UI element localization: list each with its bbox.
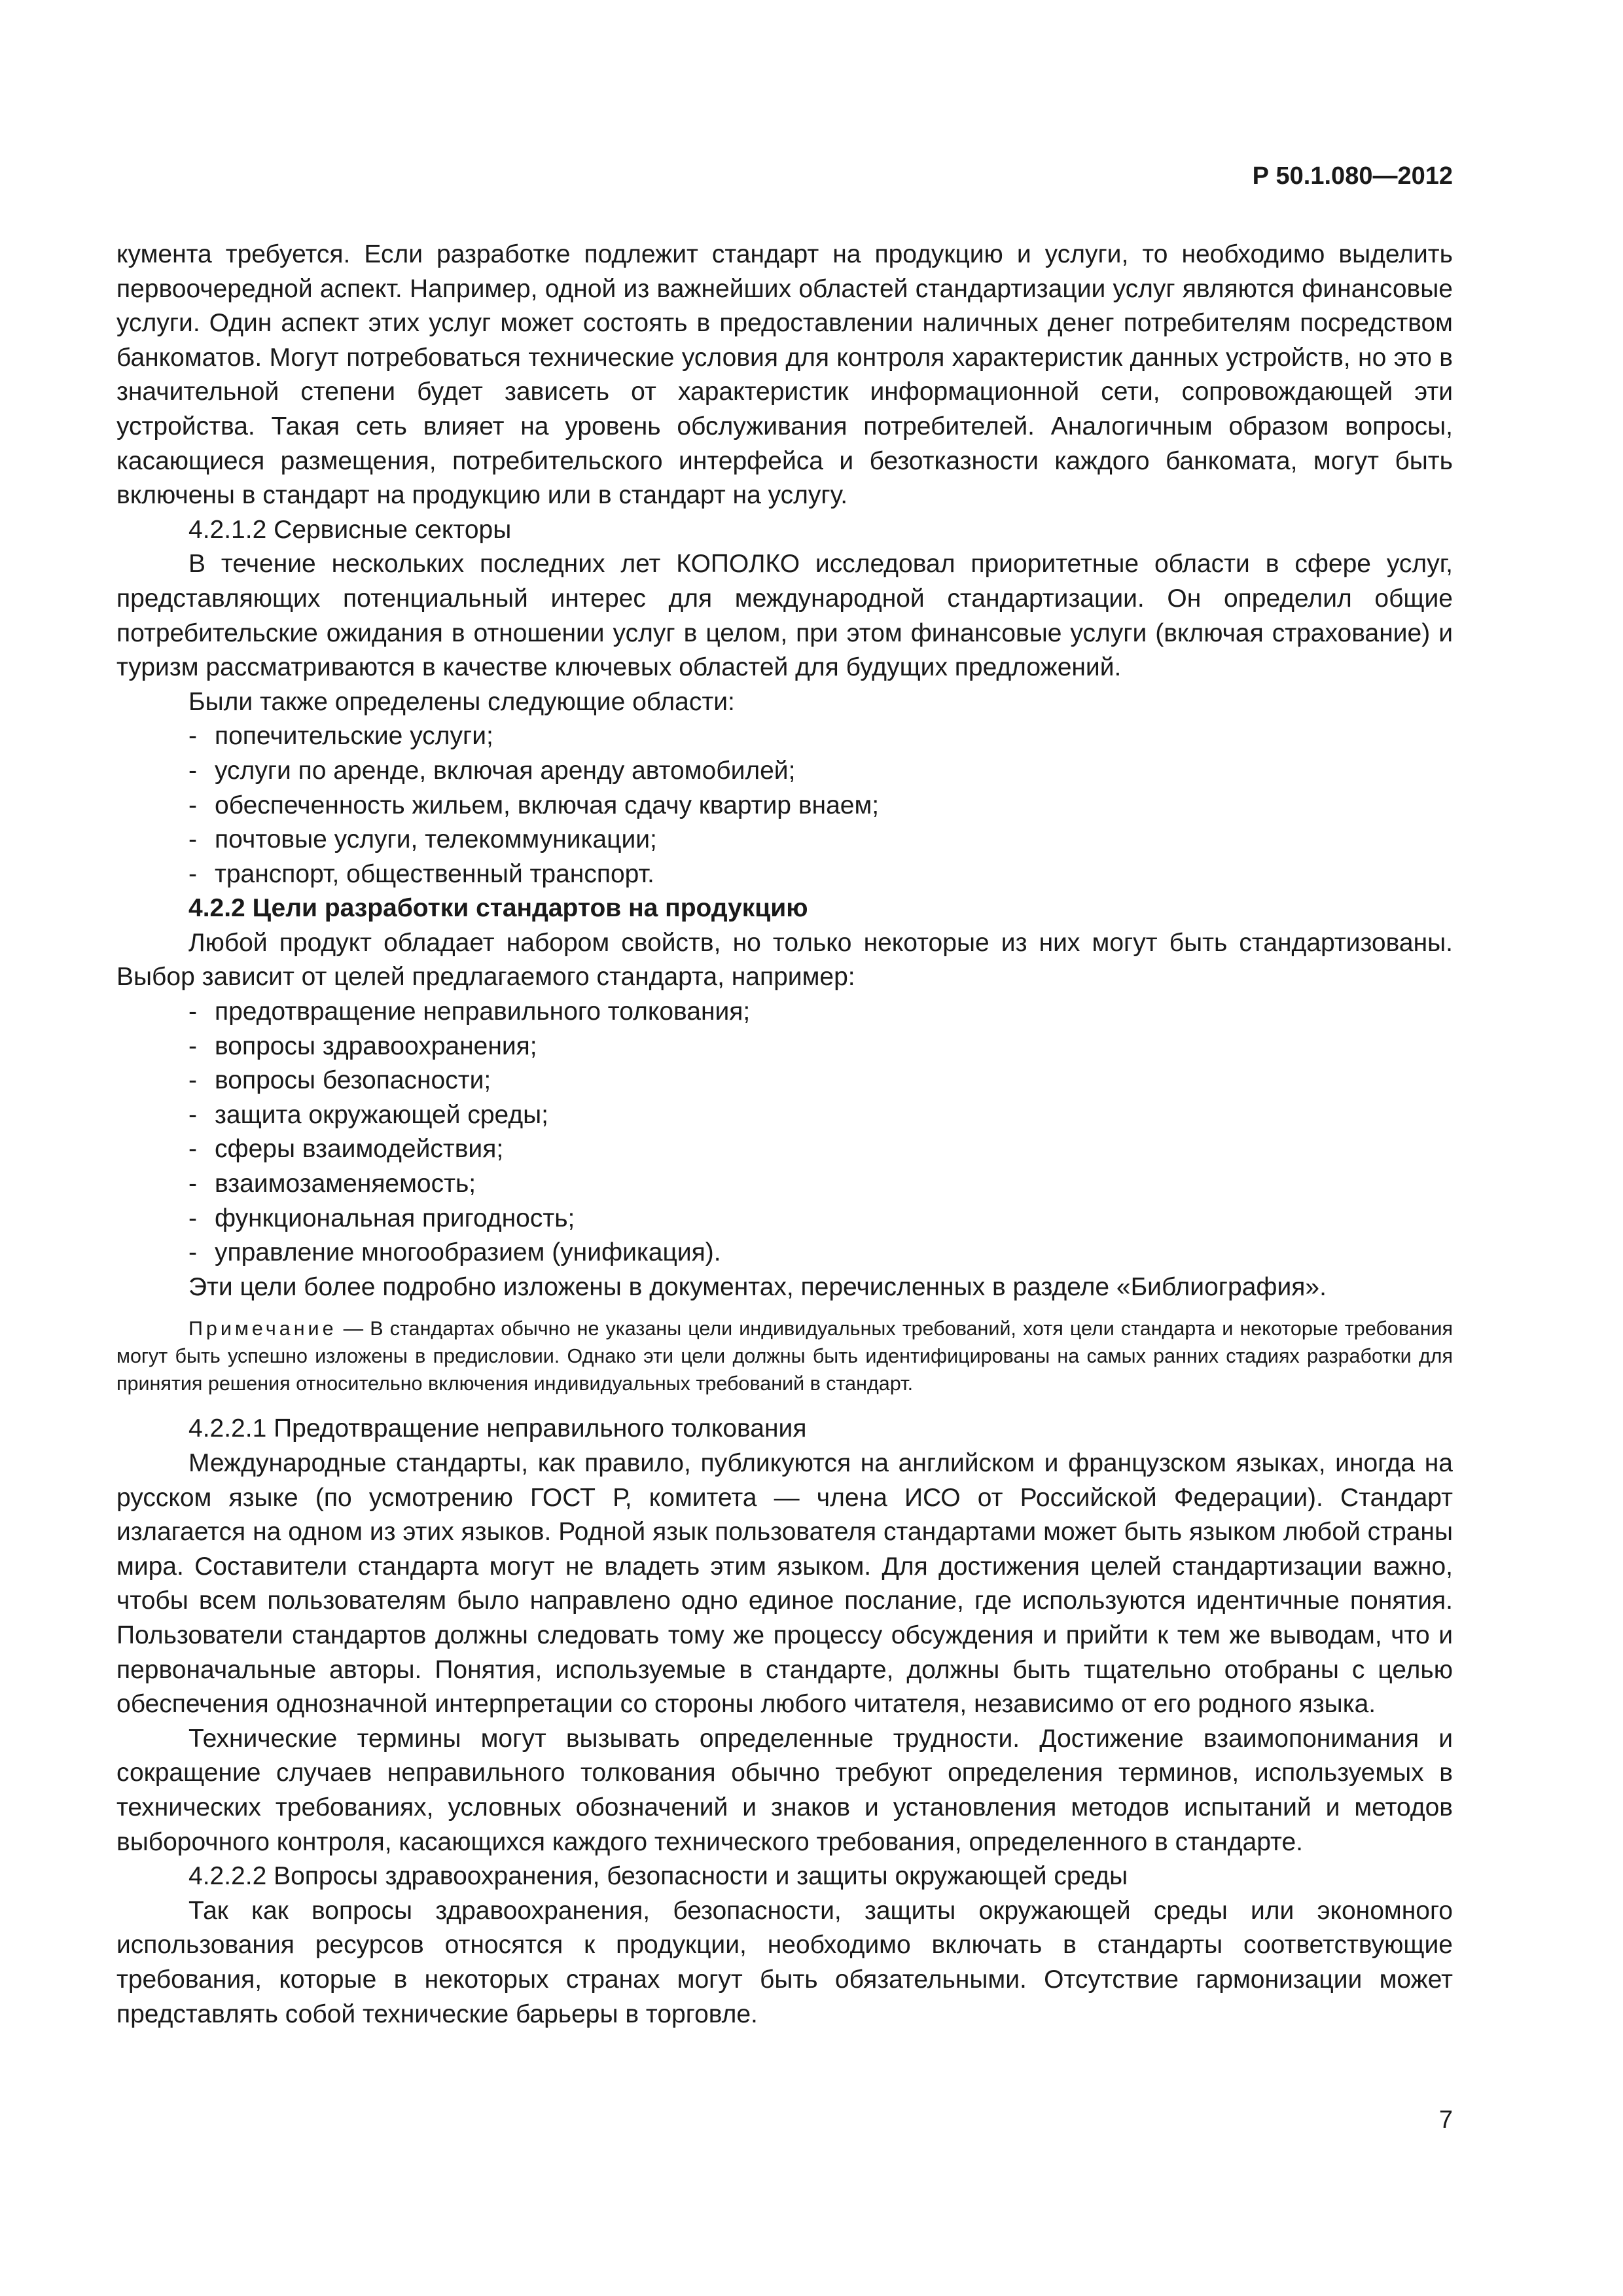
page-number: 7 bbox=[1438, 2106, 1453, 2134]
list-item: - управление многообразием (унификация). bbox=[188, 1238, 721, 1267]
paragraph: Международные стандарты, как правило, публикуются на английском и французском языках, иногда на русском языке (по усмотрению ГОСТ Р, комитета — члена ИСО от Российской Федерации). Стандарт излагается на одном из этих языков. Родной язык пользователя стандартами может быть языком любой страны мира. Составители стандарта могут не владеть этим языком. Для достижения целей стандартизации важно, чтобы всем пользователям было направлено одно единое послание, где используются идентичные понятия. Пользователи стандартов должны следовать тому же процессу обсуждения и прийти к тем же выводам, что и первоначальные авторы. Понятия, используемые в стандарте, должны быть тщательно отобраны с целью обеспечения однозначной интерпретации со стороны любого читателя, независимо от его родного языка. bbox=[116, 1449, 1453, 1719]
document-body bbox=[116, 238, 1453, 2032]
list-item-text: вопросы безопасности; bbox=[215, 1066, 491, 1095]
list-item-text: защита окружающей среды; bbox=[215, 1100, 548, 1129]
list-item-text: предотвращение неправильного толкования; bbox=[215, 997, 751, 1026]
document-code: Р 50.1.080—2012 bbox=[1252, 162, 1453, 190]
list-item-text: транспорт, общественный транспорт. bbox=[215, 859, 654, 888]
list-item-text: взаимозаменяемость; bbox=[215, 1170, 476, 1198]
list-item: - попечительские услуги; bbox=[188, 722, 493, 751]
list-item: - вопросы здравоохранения; bbox=[188, 1031, 537, 1060]
list-item-text: почтовые услуги, телекоммуникации; bbox=[215, 825, 657, 854]
list-item: - обеспеченность жильем, включая сдачу квартир внаем; bbox=[188, 791, 880, 819]
list-item-text: управление многообразием (унификация). bbox=[215, 1238, 721, 1267]
note-text: — В стандартах обычно не указаны цели индивидуальных требований, хотя цели стандарта и некоторые требования могут быть успешно изложены в предисловии. Однако эти цели должны быть идентифицированы на самых ранних стадиях разработки для принятия решения относительно включения индивидуальных требований в стандарт. bbox=[116, 1318, 1453, 1395]
list-item-text: обеспеченность жильем, включая сдачу квартир внаем; bbox=[215, 791, 880, 819]
list-item-text: функциональная пригодность; bbox=[215, 1204, 575, 1232]
list-item: - почтовые услуги, телекоммуникации; bbox=[188, 825, 657, 854]
list-item: - услуги по аренде, включая аренду автомобилей; bbox=[188, 756, 796, 785]
paragraph: В течение нескольких последних лет КОПОЛКО исследовал приоритетные области в сфере услуг, представляющих потенциальный интерес для международной стандартизации. Он определил общие потребительские ожидания в отношении услуг в целом, при этом финансовые услуги (включая страхование) и туризм рассматриваются в качестве ключевых областей для будущих предложений. bbox=[116, 550, 1453, 682]
note bbox=[116, 1315, 1453, 1397]
paragraph: Технические термины могут вызывать определенные трудности. Достижение взаимопонимания и сокращение случаев неправильного толкования обычно требуют определения терминов, используемых в технических требованиях, условных обозначений и знаков и установления методов испытаний и методов выборочного контроля, касающихся каждого технического требования, определенного в стандарте. bbox=[116, 1724, 1453, 1856]
paragraph: Любой продукт обладает набором свойств, но только некоторые из них могут быть стандартизованы. Выбор зависит от целей предлагаемого стандарта, например: bbox=[116, 928, 1453, 992]
paragraph: Так как вопросы здравоохранения, безопасности, защиты окружающей среды или экономного использования ресурсов относятся к продукции, необходимо включать в стандарты соответствующие требования, которые в некоторых странах могут быть обязательными. Отсутствие гармонизации может представлять собой технические барьеры в торговле. bbox=[116, 1896, 1453, 2028]
list-item-text: услуги по аренде, включая аренду автомобилей; bbox=[215, 756, 796, 785]
list-item-text: сферы взаимодействия; bbox=[215, 1135, 504, 1164]
list-item: - защита окружающей среды; bbox=[188, 1100, 548, 1129]
list-item-text: попечительские услуги; bbox=[215, 722, 493, 751]
subsection-heading: 4.2.2.2 Вопросы здравоохранения, безопасности и защиты окружающей среды bbox=[188, 1862, 1128, 1891]
list-item: - сферы взаимодействия; bbox=[188, 1135, 504, 1164]
subsection-heading: 4.2.2.1 Предотвращение неправильного толкования bbox=[188, 1414, 807, 1443]
list-item: - функциональная пригодность; bbox=[188, 1204, 575, 1232]
paragraph: кумента требуется. Если разработке подлежит стандарт на продукцию и услуги, то необходимо выделить первоочередной аспект. Например, одной из важнейших областей стандартизации услуг являются финансовые услуги. Один аспект этих услуг может состоять в предоставлении наличных денег потребителям посредством банкоматов. Могут потребоваться технические условия для контроля характеристик данных устройств, но это в значительной степени будет зависеть от характеристик информационной сети, сопровождающей эти устройства. Такая сеть влияет на уровень обслуживания потребителей. Аналогичным образом вопросы, касающиеся размещения, потребительского интерфейса и безотказности каждого банкомата, могут быть включены в стандарт на продукцию или в стандарт на услугу. bbox=[116, 240, 1453, 510]
note-label: Примечание bbox=[188, 1318, 337, 1340]
document-page bbox=[116, 0, 1453, 2296]
section-heading: 4.2.2 Цели разработки стандартов на продукцию bbox=[188, 894, 808, 923]
subsection-heading: 4.2.1.2 Сервисные секторы bbox=[188, 515, 512, 544]
list-item-text: вопросы здравоохранения; bbox=[215, 1031, 537, 1060]
list-item: - предотвращение неправильного толкования; bbox=[188, 997, 751, 1026]
list-item: - взаимозаменяемость; bbox=[188, 1170, 476, 1198]
list-item: - вопросы безопасности; bbox=[188, 1066, 491, 1095]
list-item: - транспорт, общественный транспорт. bbox=[188, 859, 654, 888]
paragraph: Эти цели более подробно изложены в документах, перечисленных в разделе «Библиография». bbox=[188, 1272, 1327, 1301]
paragraph: Были также определены следующие области: bbox=[188, 687, 735, 716]
